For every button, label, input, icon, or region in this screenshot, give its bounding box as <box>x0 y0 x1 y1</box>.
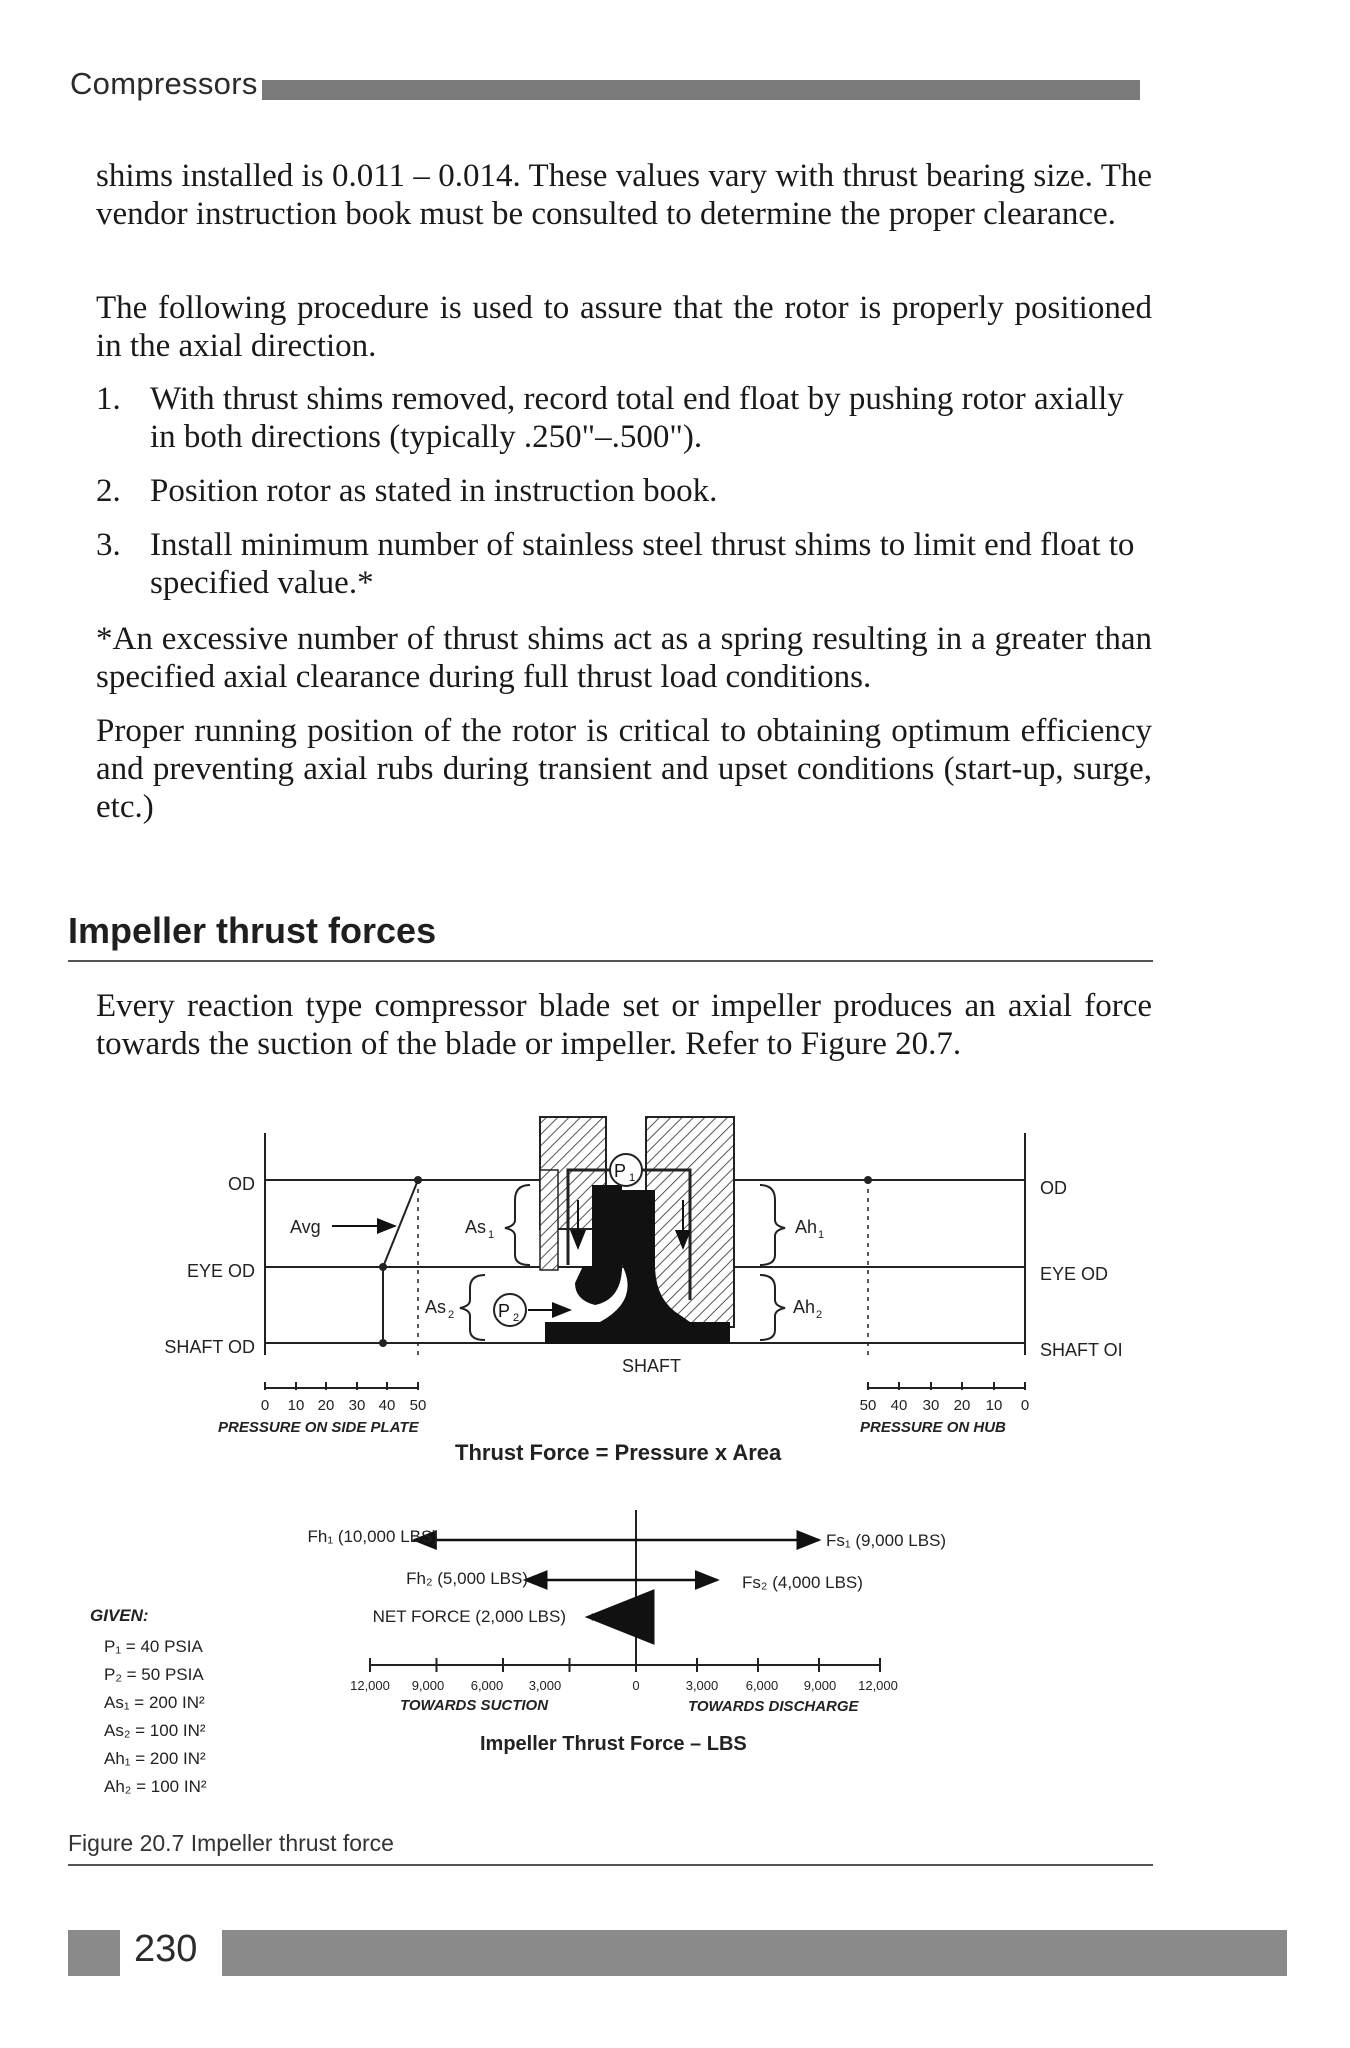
as2-subscript: 2 <box>448 1309 455 1321</box>
right-scale-label: 30 <box>922 1397 940 1414</box>
axis-label: 3,000 <box>685 1678 719 1693</box>
right-scale-label: 20 <box>953 1397 971 1414</box>
ah1-subscript: 1 <box>818 1229 825 1241</box>
figure-caption: Figure 20.7 Impeller thrust force <box>68 1830 394 1856</box>
profile-slope <box>383 1180 418 1267</box>
left-scale-label: 20 <box>317 1397 335 1414</box>
axis-label: 3,000 <box>528 1678 562 1693</box>
net-force-label: NET FORCE (2,000 LBS) <box>372 1607 566 1626</box>
p1-label: P <box>613 1161 627 1181</box>
list-number: 2. <box>96 473 121 509</box>
fs1-label: Fs₁ (9,000 LBS) <box>826 1531 947 1550</box>
avg-label: Avg <box>290 1217 321 1237</box>
p2-label: P <box>497 1301 511 1321</box>
fh1-label: Fh₁ (10,000 LBS) <box>307 1527 438 1546</box>
axis-label: 6,000 <box>745 1678 779 1693</box>
casing-left-lip <box>540 1170 558 1270</box>
shaft-label: SHAFT <box>622 1356 682 1376</box>
paragraph-running-position: Proper running position of the rotor is critical to obtaining optimum efficiency and preventing axial rubs during transient and upset conditions (start-up, surge, etc.) <box>96 713 1152 825</box>
fh2-label: Fh₂ (5,000 LBS) <box>406 1569 528 1588</box>
axis-label: 12,000 <box>350 1678 390 1693</box>
axis-label: 9,000 <box>411 1678 445 1693</box>
as2-brace <box>460 1275 485 1340</box>
given-item: P₁ = 40 PSIA <box>104 1637 203 1656</box>
as2-label: As <box>425 1297 447 1317</box>
shaft-block <box>545 1322 730 1344</box>
fs2-label: Fs₂ (4,000 LBS) <box>742 1573 863 1592</box>
left-scale-label: 50 <box>409 1397 427 1414</box>
profile-point <box>379 1263 387 1271</box>
section-title: Impeller thrust forces <box>68 910 437 951</box>
given-item: As₂ = 100 IN² <box>104 1721 206 1740</box>
as1-subscript: 1 <box>488 1229 495 1241</box>
left-scale-label: 10 <box>287 1397 305 1414</box>
hub-point <box>864 1176 872 1184</box>
ah2-brace <box>760 1275 785 1340</box>
level-label-od-right: OD <box>1040 1178 1067 1198</box>
upper-diagram <box>164 1117 1122 1465</box>
right-scale-title: PRESSURE ON HUB <box>860 1419 1006 1436</box>
as1-brace <box>505 1185 530 1265</box>
list-number: 3. <box>96 527 121 563</box>
given-title: GIVEN: <box>90 1606 149 1625</box>
left-scale-label: 0 <box>260 1397 270 1414</box>
towards-suction-label: TOWARDS SUCTION <box>400 1697 549 1714</box>
lower-force-chart <box>90 1510 946 1796</box>
level-label-eye-od-right: EYE OD <box>1040 1264 1109 1284</box>
p2-subscript: 2 <box>512 1312 520 1324</box>
paragraph-shims: shims installed is 0.011 – 0.014. These values vary with thrust bearing size. The vendor instruction book must be consulted to determine the proper clearance. <box>96 158 1152 232</box>
list-text: Position rotor as stated in instruction book. <box>150 473 718 509</box>
list-text: With thrust shims removed, record total end float by pushing rotor axially in both directions (typically .250"–.500"). <box>150 381 1124 455</box>
ah1-label: Ah <box>795 1217 818 1237</box>
paragraph-footnote: *An excessive number of thrust shims act as a spring resulting in a greater than specified axial clearance during full thrust load conditions. <box>96 621 1152 695</box>
given-item: P₂ = 50 PSIA <box>104 1665 204 1684</box>
right-scale-label: 50 <box>859 1397 877 1414</box>
caption-rule <box>68 1864 1153 1866</box>
list-text: Install minimum number of stainless steel thrust shims to limit end float to specified value.* <box>150 527 1135 601</box>
chart-title: Impeller Thrust Force – LBS <box>480 1733 747 1755</box>
footer-block <box>68 1930 120 1976</box>
given-item: Ah₂ = 100 IN² <box>104 1777 207 1796</box>
axis-label: 12,000 <box>858 1678 898 1693</box>
left-scale-label: 30 <box>348 1397 366 1414</box>
level-label-od: OD <box>228 1174 255 1194</box>
axis-label: 0 <box>632 1678 640 1693</box>
running-header: Compressors <box>70 66 258 101</box>
axis-label: 6,000 <box>470 1678 504 1693</box>
given-item: As₁ = 200 IN² <box>104 1693 205 1712</box>
left-scale-title: PRESSURE ON SIDE PLATE <box>218 1419 419 1436</box>
given-item: Ah₁ = 200 IN² <box>104 1749 206 1768</box>
page-number: 230 <box>134 1928 198 1970</box>
list-number: 1. <box>96 381 121 417</box>
level-label-shaft-od: SHAFT OD <box>164 1337 255 1357</box>
paragraph-procedure-intro: The following procedure is used to assure that the rotor is properly positioned in the axial direction. <box>96 290 1152 364</box>
axis-label: 9,000 <box>803 1678 837 1693</box>
right-scale-label: 10 <box>985 1397 1003 1414</box>
ah2-subscript: 2 <box>816 1309 823 1321</box>
footer-bar <box>222 1930 1287 1976</box>
right-scale-label: 40 <box>890 1397 908 1414</box>
profile-point <box>379 1339 387 1347</box>
as1-label: As <box>465 1217 487 1237</box>
thrust-formula: Thrust Force = Pressure x Area <box>455 1440 782 1465</box>
left-scale-label: 40 <box>378 1397 396 1414</box>
ah1-brace <box>760 1185 785 1265</box>
level-label-eye-od: EYE OD <box>186 1261 255 1281</box>
right-scale-label: 0 <box>1020 1397 1030 1414</box>
p1-subscript: 1 <box>628 1172 636 1184</box>
level-label-shaft-od-right: SHAFT OI <box>1040 1340 1123 1360</box>
paragraph-impeller-intro: Every reaction type compressor blade set or impeller produces an axial force towards the suction of the blade or impeller. Refer to Figure 20.7. <box>96 988 1152 1062</box>
ah2-label: Ah <box>793 1297 816 1317</box>
towards-discharge-label: TOWARDS DISCHARGE <box>688 1698 859 1715</box>
